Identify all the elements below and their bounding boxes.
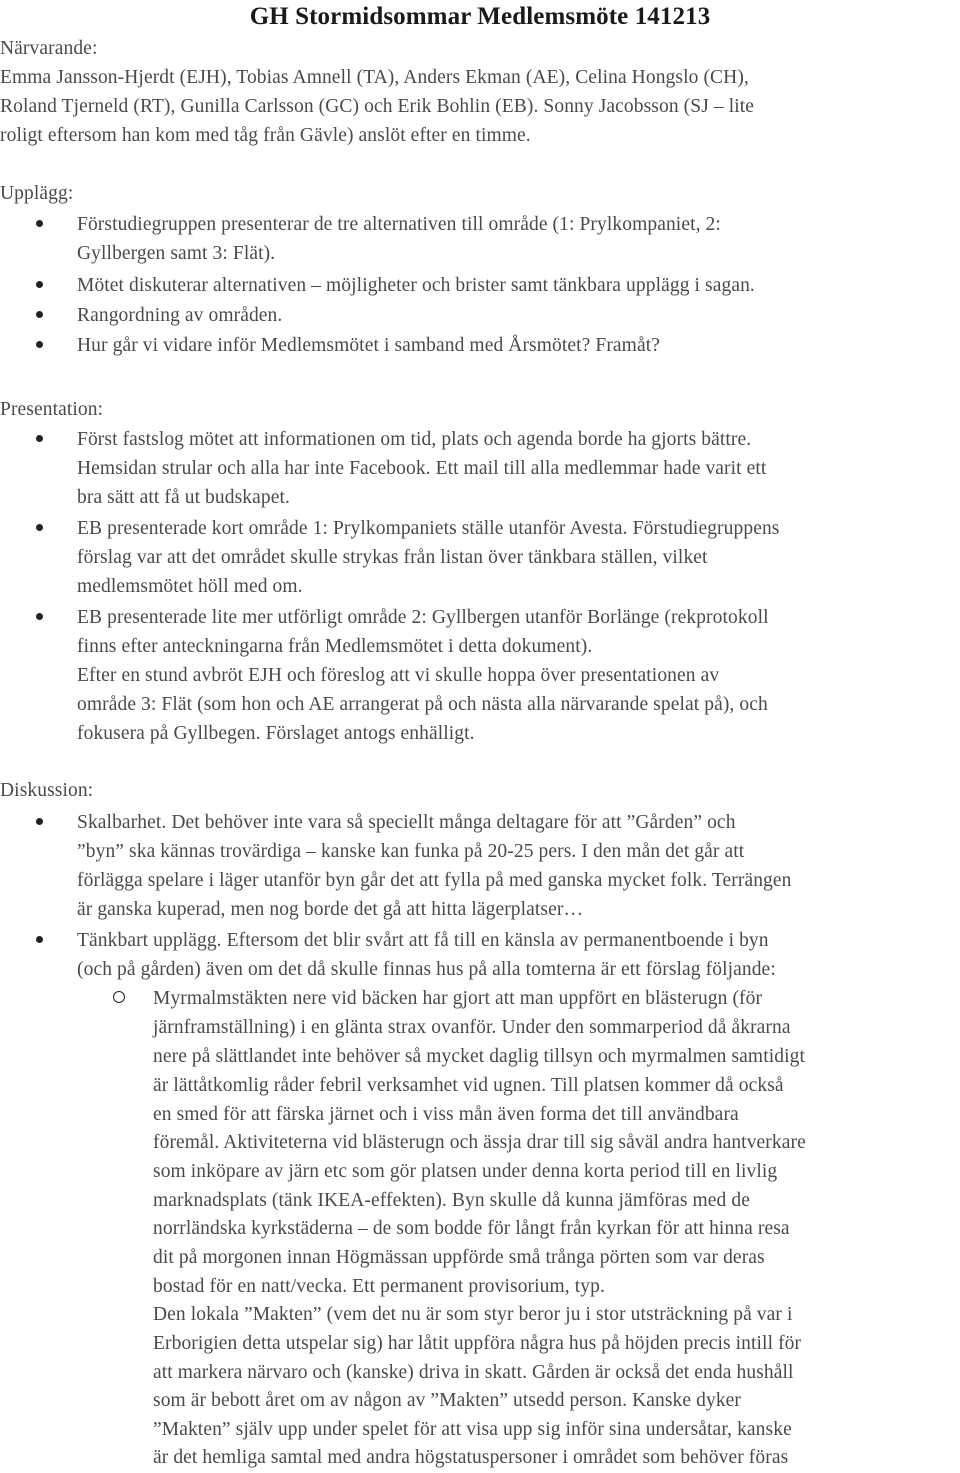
sub-list-item: är det hemliga samtal med andra högstatuspersoner i området som behöver föras xyxy=(153,1447,789,1468)
list-item: Hur går vi vidare inför Medlemsmötet i samband med Årsmötet? Framåt? xyxy=(77,335,660,356)
sub-list-item: Myrmalmstäkten nere vid bäcken har gjort att man uppfört en blästerugn (för xyxy=(153,988,763,1009)
sub-list-item: föremål. Aktiviteterna vid blästerugn och ässja drar till sig såväl andra hantverkare xyxy=(153,1132,806,1153)
sub-list-item: att markera närvaro och (kanske) driva in skatt. Gården är också det enda hushåll xyxy=(153,1362,794,1383)
sub-list-item: är lättåtkomlig råder febril verksamhet vid ugnen. Till platsen kommer då också xyxy=(153,1075,784,1096)
list-item: ”byn” ska kännas trovärdiga – kanske kan funka på 20-25 pers. I den mån det går att xyxy=(77,841,745,862)
list-item: Rangordning av områden. xyxy=(77,305,283,326)
list-item: EB presenterade kort område 1: Prylkompaniets ställe utanför Avesta. Förstudiegruppens xyxy=(77,518,780,539)
list-item: Skalbarhet. Det behöver inte vara så speciellt många deltagare för att ”Gården” och xyxy=(77,812,736,833)
list-item: Först fastslog mötet att informationen om tid, plats och agenda borde ha gjorts bättre. xyxy=(77,429,752,450)
document-title: GH Stormidsommar Medlemsmöte 141213 xyxy=(249,3,711,30)
bullet-icon xyxy=(36,613,43,620)
list-item: Mötet diskuterar alternativen – möjligheter och brister samt tänkbara upplägg i sagan. xyxy=(77,275,755,296)
bullet-icon xyxy=(36,281,43,288)
sub-list-item: en smed för att färska järnet och i viss mån även forma det till användbara xyxy=(153,1104,739,1125)
sub-bullet-circle-icon xyxy=(113,991,125,1003)
list-item: fokusera på Gyllbegen. Förslaget antogs enhälligt. xyxy=(77,723,475,744)
list-item: förlägga spelare i läger utanför byn går det att fylla på med ganska mycket folk. Terrängen xyxy=(77,870,792,891)
attendees-line: Emma Jansson-Hjerdt (EJH), Tobias Amnell (TA), Anders Ekman (AE), Celina Hongslo (CH), xyxy=(0,67,749,88)
sub-list-item: som inköpare av järn etc som gör platsen under denna korta period till en livlig xyxy=(153,1161,778,1182)
list-item: Efter en stund avbröt EJH och föreslog att vi skulle hoppa över presentationen av xyxy=(77,665,720,686)
attendees-line: Roland Tjerneld (RT), Gunilla Carlsson (GC) och Erik Bohlin (EB). Sonny Jacobsson (SJ – lite xyxy=(0,96,755,117)
list-item: EB presenterade lite mer utförligt område 2: Gyllbergen utanför Borlänge (rekprotokoll xyxy=(77,607,769,628)
section-heading-upplagg: Upplägg: xyxy=(0,183,74,204)
sub-list-item: norrländska kyrkstäderna – de som bodde för långt från kyrkan för att hinna resa xyxy=(153,1218,790,1239)
sub-list-item: Erborigien detta utspelar sig) har låtit uppföra några hus på höjden precis intill för xyxy=(153,1333,802,1354)
section-heading-narvarande: Närvarande: xyxy=(0,38,98,59)
bullet-icon xyxy=(36,524,43,531)
sub-list-item: ”Makten” själv upp under spelet för att visa upp sig inför sina undersåtar, kanske xyxy=(153,1419,792,1440)
bullet-icon xyxy=(36,435,43,442)
list-item: Förstudiegruppen presenterar de tre alternativen till område (1: Prylkompaniet, 2: xyxy=(77,214,721,235)
list-item: område 3: Flät (som hon och AE arrangerat på och nästa alla närvarande spelat på), och xyxy=(77,694,768,715)
section-heading-diskussion: Diskussion: xyxy=(0,780,94,801)
list-item: är ganska kuperad, men nog borde det gå att hitta lägerplatser… xyxy=(77,899,584,920)
list-item: förslag var att det området skulle strykas från listan över tänkbara ställen, vilket xyxy=(77,547,708,568)
bullet-icon xyxy=(36,311,43,318)
list-item: bra sätt att få ut budskapet. xyxy=(77,487,291,508)
sub-list-item: som är bebott året om av någon av ”Makten” utsedd person. Kanske dyker xyxy=(153,1390,742,1411)
section-heading-presentation: Presentation: xyxy=(0,399,104,420)
attendees-line: roligt eftersom han kom med tåg från Gävle) anslöt efter en timme. xyxy=(0,125,531,146)
list-item: Gyllbergen samt 3: Flät). xyxy=(77,243,276,264)
list-item: (och på gården) även om det då skulle finnas hus på alla tomterna är ett förslag följande: xyxy=(77,959,776,980)
sub-list-item: järnframställning) i en glänta strax ovanför. Under den sommarperiod då åkrarna xyxy=(153,1017,791,1038)
bullet-icon xyxy=(36,936,43,943)
list-item: Hemsidan strular och alla har inte Facebook. Ett mail till alla medlemmar hade varit ett xyxy=(77,458,767,479)
sub-list-item: marknadsplats (tänk IKEA-effekten). Byn skulle då kunna jämföras med de xyxy=(153,1190,750,1211)
sub-list-item: nere på slättlandet inte behöver så mycket daglig tillsyn och myrmalmen samtidigt xyxy=(153,1046,805,1067)
list-item: Tänkbart upplägg. Eftersom det blir svårt att få till en känsla av permanentboende i byn xyxy=(77,930,769,951)
bullet-icon xyxy=(36,341,43,348)
bullet-icon xyxy=(36,220,43,227)
list-item: finns efter anteckningarna från Medlemsmötet i detta dokument). xyxy=(77,636,593,657)
bullet-icon xyxy=(36,818,43,825)
sub-list-item: bostad för en natt/vecka. Ett permanent provisorium, typ. xyxy=(153,1276,605,1297)
list-item: medlemsmötet höll med om. xyxy=(77,576,303,597)
sub-list-item: dit på morgonen innan Högmässan uppförde små trånga pörten som var deras xyxy=(153,1247,765,1268)
sub-list-item: Den lokala ”Makten” (vem det nu är som styr beror ju i stor utsträckning på var i xyxy=(153,1304,793,1325)
